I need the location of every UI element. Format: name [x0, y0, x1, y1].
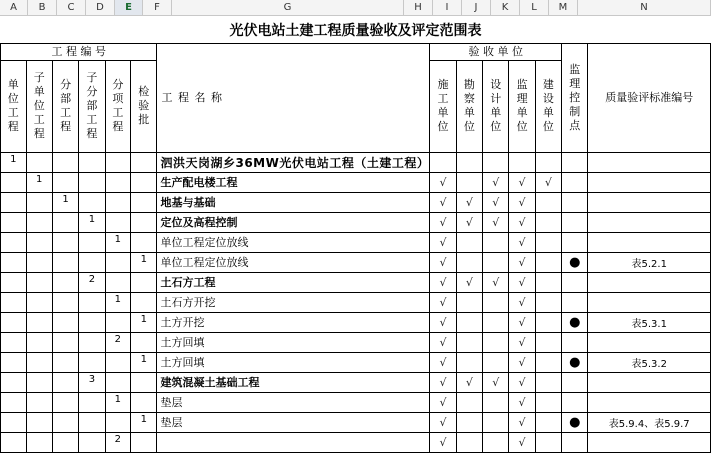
control-point-cell[interactable]: ● [562, 252, 588, 272]
cell-a[interactable] [1, 352, 27, 372]
cell-a[interactable] [1, 412, 27, 432]
project-name-cell[interactable]: 定位及高程控制 [157, 212, 430, 232]
cell-a[interactable] [1, 272, 27, 292]
table-row [1, 192, 711, 212]
cell-e[interactable]: 1 [105, 292, 131, 312]
cell-b[interactable] [26, 412, 52, 432]
cell-d[interactable] [79, 172, 105, 192]
supervision-control-point-header[interactable]: 监理控制点 [562, 43, 588, 152]
check-cell-l[interactable] [535, 292, 561, 312]
project-name-cell[interactable]: 土方开挖 [157, 312, 430, 332]
control-point-cell[interactable] [562, 192, 588, 212]
standard-number-cell[interactable] [588, 432, 711, 452]
check-cell-j[interactable]: √ [483, 272, 509, 292]
control-point-cell[interactable] [562, 232, 588, 252]
cell-d[interactable] [79, 252, 105, 272]
check-cell-j[interactable]: √ [483, 212, 509, 232]
construction-unit-header[interactable]: 施工单位 [430, 60, 456, 152]
cell-a[interactable] [1, 252, 27, 272]
check-cell-i[interactable] [456, 292, 482, 312]
check-cell-l[interactable] [535, 352, 561, 372]
cell-a[interactable] [1, 332, 27, 352]
cell-e[interactable]: 1 [105, 232, 131, 252]
cell-e[interactable] [105, 412, 131, 432]
cell-a[interactable] [1, 292, 27, 312]
table-row [1, 152, 711, 172]
cell-e[interactable]: 2 [105, 332, 131, 352]
table-row [1, 392, 711, 412]
control-point-cell[interactable]: ● [562, 352, 588, 372]
check-cell-k[interactable]: √ [509, 432, 535, 452]
project-name-cell[interactable] [157, 432, 430, 452]
column-header-g[interactable]: G [172, 0, 404, 16]
cell-b[interactable]: 1 [26, 172, 52, 192]
column-header-j[interactable]: J [462, 0, 491, 16]
check-cell-l[interactable] [535, 372, 561, 392]
cell-b[interactable] [26, 232, 52, 252]
standard-number-cell[interactable]: 表5.9.4、表5.9.7 [588, 412, 711, 432]
check-cell-i[interactable] [456, 432, 482, 452]
check-cell-j[interactable] [483, 152, 509, 172]
cell-b[interactable] [26, 332, 52, 352]
check-cell-i[interactable]: √ [456, 272, 482, 292]
check-cell-l[interactable] [535, 192, 561, 212]
check-cell-h[interactable]: √ [430, 372, 456, 392]
cell-a[interactable] [1, 212, 27, 232]
standard-number-cell[interactable] [588, 172, 711, 192]
control-point-cell[interactable] [562, 372, 588, 392]
cell-c[interactable] [52, 152, 78, 172]
column-header-i[interactable]: I [433, 0, 462, 16]
standard-number-cell[interactable] [588, 192, 711, 212]
cell-e[interactable] [105, 312, 131, 332]
cell-c[interactable] [52, 252, 78, 272]
cell-c[interactable] [52, 232, 78, 252]
cell-f[interactable] [131, 152, 157, 172]
cell-f[interactable] [131, 272, 157, 292]
check-cell-k[interactable]: √ [509, 412, 535, 432]
check-cell-k[interactable]: √ [509, 232, 535, 252]
check-cell-h[interactable]: √ [430, 432, 456, 452]
cell-b[interactable] [26, 312, 52, 332]
cell-a[interactable] [1, 232, 27, 252]
project-name-cell[interactable]: 单位工程定位放线 [157, 232, 430, 252]
column-header-k[interactable]: K [491, 0, 520, 16]
column-header-m[interactable]: M [549, 0, 578, 16]
table-row [1, 412, 711, 432]
check-cell-h[interactable]: √ [430, 332, 456, 352]
cell-a[interactable] [1, 432, 27, 452]
cell-f[interactable] [131, 192, 157, 212]
cell-c[interactable] [52, 352, 78, 372]
cell-e[interactable] [105, 252, 131, 272]
check-cell-h[interactable]: √ [430, 412, 456, 432]
check-cell-l[interactable] [535, 312, 561, 332]
check-cell-h[interactable]: √ [430, 172, 456, 192]
control-point-cell[interactable] [562, 292, 588, 312]
cell-c[interactable] [52, 372, 78, 392]
check-cell-k[interactable]: √ [509, 192, 535, 212]
check-cell-j[interactable]: √ [483, 172, 509, 192]
project-name-cell[interactable]: 泗洪天岗湖乡36MW光伏电站工程（土建工程） [157, 152, 430, 172]
cell-f[interactable] [131, 212, 157, 232]
column-header-c[interactable]: C [57, 0, 86, 16]
check-cell-k[interactable]: √ [509, 172, 535, 192]
cell-c[interactable] [52, 312, 78, 332]
cell-d[interactable] [79, 312, 105, 332]
check-cell-j[interactable]: √ [483, 192, 509, 212]
cell-c[interactable] [52, 272, 78, 292]
cell-f[interactable] [131, 392, 157, 412]
column-header-n[interactable]: N [578, 0, 711, 16]
cell-a[interactable] [1, 392, 27, 412]
check-cell-h[interactable]: √ [430, 292, 456, 312]
check-cell-h[interactable]: √ [430, 252, 456, 272]
survey-unit-header[interactable]: 勘察单位 [456, 60, 482, 152]
cell-a[interactable] [1, 172, 27, 192]
cell-e[interactable] [105, 192, 131, 212]
check-cell-k[interactable]: √ [509, 312, 535, 332]
acceptance-unit-header[interactable]: 验 收 单 位 [430, 43, 562, 60]
sheet-title[interactable]: 光伏电站土建工程质量验收及评定范围表 [1, 17, 711, 43]
sub-unit-project-header[interactable]: 子单位工程 [26, 60, 52, 152]
check-cell-j[interactable] [483, 392, 509, 412]
cell-c[interactable] [52, 292, 78, 312]
column-header-e[interactable]: E [115, 0, 143, 16]
check-cell-i[interactable]: √ [456, 372, 482, 392]
cell-d[interactable] [79, 432, 105, 452]
check-cell-l[interactable] [535, 152, 561, 172]
itemized-project-header[interactable]: 分项工程 [105, 60, 131, 152]
check-cell-i[interactable] [456, 172, 482, 192]
check-cell-k[interactable] [509, 152, 535, 172]
check-cell-j[interactable] [483, 232, 509, 252]
check-cell-h[interactable]: √ [430, 352, 456, 372]
project-name-cell[interactable]: 垫层 [157, 412, 430, 432]
check-cell-k[interactable]: √ [509, 272, 535, 292]
cell-a[interactable]: 1 [1, 152, 27, 172]
project-name-cell[interactable]: 生产配电楼工程 [157, 172, 430, 192]
check-cell-i[interactable] [456, 392, 482, 412]
check-cell-l[interactable]: √ [535, 172, 561, 192]
check-cell-i[interactable] [456, 332, 482, 352]
standard-number-cell[interactable] [588, 212, 711, 232]
control-point-cell[interactable] [562, 272, 588, 292]
check-cell-k[interactable]: √ [509, 332, 535, 352]
table-row [1, 272, 711, 292]
table-row [1, 372, 711, 392]
control-point-cell[interactable]: ● [562, 412, 588, 432]
check-cell-l[interactable] [535, 392, 561, 412]
cell-e[interactable]: 1 [105, 392, 131, 412]
check-cell-i[interactable] [456, 252, 482, 272]
control-point-cell[interactable] [562, 212, 588, 232]
column-header-l[interactable]: L [520, 0, 549, 16]
control-point-cell[interactable] [562, 152, 588, 172]
column-header-bar [0, 0, 711, 17]
cell-b[interactable] [26, 212, 52, 232]
column-header-d[interactable]: D [86, 0, 115, 16]
cell-b[interactable] [26, 192, 52, 212]
cell-e[interactable]: 2 [105, 432, 131, 452]
cell-d[interactable] [79, 392, 105, 412]
table-row [1, 232, 711, 252]
sub-division-project-header[interactable]: 子分部工程 [79, 60, 105, 152]
table-row [1, 312, 711, 332]
division-project-header[interactable]: 分部工程 [52, 60, 78, 152]
control-point-cell[interactable] [562, 432, 588, 452]
cell-f[interactable]: 1 [131, 352, 157, 372]
standard-number-cell[interactable] [588, 292, 711, 312]
project-name-cell[interactable]: 土石方工程 [157, 272, 430, 292]
standard-number-cell[interactable] [588, 392, 711, 412]
cell-d[interactable] [79, 412, 105, 432]
control-point-cell[interactable] [562, 392, 588, 412]
cell-f[interactable] [131, 232, 157, 252]
check-cell-h[interactable]: √ [430, 392, 456, 412]
check-cell-h[interactable]: √ [430, 192, 456, 212]
table-row [1, 212, 711, 232]
column-header-h[interactable]: H [404, 0, 433, 16]
table-row [1, 332, 711, 352]
cell-b[interactable] [26, 152, 52, 172]
check-cell-l[interactable] [535, 412, 561, 432]
owner-unit-header[interactable]: 建设单位 [535, 60, 561, 152]
check-cell-k[interactable]: √ [509, 372, 535, 392]
check-cell-i[interactable] [456, 312, 482, 332]
cell-e[interactable] [105, 172, 131, 192]
cell-e[interactable] [105, 272, 131, 292]
standard-number-cell[interactable]: 表5.3.2 [588, 352, 711, 372]
cell-f[interactable]: 1 [131, 312, 157, 332]
cell-f[interactable] [131, 332, 157, 352]
check-cell-l[interactable] [535, 272, 561, 292]
acceptance-table [0, 17, 711, 453]
standard-number-cell[interactable] [588, 332, 711, 352]
check-cell-h[interactable]: √ [430, 212, 456, 232]
table-row [1, 252, 711, 272]
check-cell-j[interactable] [483, 412, 509, 432]
cell-d[interactable] [79, 152, 105, 172]
column-header-f[interactable]: F [143, 0, 172, 16]
cell-c[interactable] [52, 212, 78, 232]
standard-number-cell[interactable] [588, 152, 711, 172]
cell-c[interactable] [52, 332, 78, 352]
check-cell-j[interactable] [483, 252, 509, 272]
standard-number-cell[interactable] [588, 272, 711, 292]
cell-c[interactable] [52, 172, 78, 192]
check-cell-l[interactable] [535, 232, 561, 252]
project-name-cell[interactable]: 单位工程定位放线 [157, 252, 430, 272]
check-cell-h[interactable]: √ [430, 232, 456, 252]
cell-c[interactable] [52, 392, 78, 412]
check-cell-j[interactable]: √ [483, 372, 509, 392]
check-cell-l[interactable] [535, 252, 561, 272]
project-name-cell[interactable]: 垫层 [157, 392, 430, 412]
cell-b[interactable] [26, 252, 52, 272]
check-cell-i[interactable] [456, 412, 482, 432]
check-cell-j[interactable] [483, 312, 509, 332]
table-row [1, 292, 711, 312]
cell-d[interactable] [79, 332, 105, 352]
check-cell-j[interactable] [483, 292, 509, 312]
control-point-cell[interactable] [562, 172, 588, 192]
check-cell-k[interactable]: √ [509, 252, 535, 272]
project-name-header[interactable]: 工 程 名 称 [157, 43, 430, 152]
cell-f[interactable] [131, 172, 157, 192]
cell-a[interactable] [1, 192, 27, 212]
check-cell-i[interactable]: √ [456, 192, 482, 212]
check-cell-l[interactable] [535, 212, 561, 232]
cell-b[interactable] [26, 432, 52, 452]
check-cell-h[interactable]: √ [430, 312, 456, 332]
cell-b[interactable] [26, 272, 52, 292]
table-row [1, 172, 711, 192]
cell-e[interactable] [105, 152, 131, 172]
check-cell-j[interactable] [483, 432, 509, 452]
standard-number-cell[interactable]: 表5.2.1 [588, 252, 711, 272]
cell-a[interactable] [1, 372, 27, 392]
control-point-cell[interactable] [562, 332, 588, 352]
standard-number-cell[interactable] [588, 372, 711, 392]
cell-d[interactable]: 2 [79, 272, 105, 292]
cell-f[interactable] [131, 292, 157, 312]
cell-d[interactable] [79, 352, 105, 372]
supervision-unit-header[interactable]: 监理单位 [509, 60, 535, 152]
check-cell-k[interactable]: √ [509, 392, 535, 412]
check-cell-i[interactable] [456, 152, 482, 172]
standard-number-cell[interactable] [588, 232, 711, 252]
cell-b[interactable] [26, 392, 52, 412]
column-header-a[interactable]: A [0, 0, 28, 16]
check-cell-k[interactable]: √ [509, 212, 535, 232]
project-name-cell[interactable]: 土石方开挖 [157, 292, 430, 312]
cell-d[interactable]: 1 [79, 212, 105, 232]
check-cell-h[interactable] [430, 152, 456, 172]
cell-e[interactable] [105, 212, 131, 232]
table-row [1, 352, 711, 372]
check-cell-j[interactable] [483, 332, 509, 352]
engineering-number-header[interactable]: 工 程 编 号 [1, 43, 157, 60]
project-name-cell[interactable]: 地基与基础 [157, 192, 430, 212]
check-cell-k[interactable]: √ [509, 352, 535, 372]
check-cell-i[interactable] [456, 232, 482, 252]
inspection-batch-header[interactable]: 检验批 [131, 60, 157, 152]
cell-f[interactable] [131, 432, 157, 452]
cell-b[interactable] [26, 372, 52, 392]
check-cell-l[interactable] [535, 332, 561, 352]
cell-a[interactable] [1, 312, 27, 332]
design-unit-header[interactable]: 设计单位 [483, 60, 509, 152]
check-cell-k[interactable]: √ [509, 292, 535, 312]
standard-number-cell[interactable]: 表5.3.1 [588, 312, 711, 332]
project-name-cell[interactable]: 建筑混凝土基础工程 [157, 372, 430, 392]
check-cell-h[interactable]: √ [430, 272, 456, 292]
check-cell-i[interactable]: √ [456, 212, 482, 232]
cell-c[interactable] [52, 432, 78, 452]
cell-f[interactable]: 1 [131, 252, 157, 272]
column-header-b[interactable]: B [28, 0, 57, 16]
project-name-cell[interactable]: 土方回填 [157, 352, 430, 372]
cell-d[interactable] [79, 292, 105, 312]
unit-project-header[interactable]: 单位工程 [1, 60, 27, 152]
check-cell-l[interactable] [535, 432, 561, 452]
cell-d[interactable] [79, 232, 105, 252]
cell-e[interactable] [105, 352, 131, 372]
check-cell-i[interactable] [456, 352, 482, 372]
cell-d[interactable] [79, 192, 105, 212]
project-name-cell[interactable]: 土方回填 [157, 332, 430, 352]
cell-b[interactable] [26, 292, 52, 312]
cell-f[interactable] [131, 372, 157, 392]
cell-e[interactable] [105, 372, 131, 392]
cell-d[interactable]: 3 [79, 372, 105, 392]
control-point-cell[interactable]: ● [562, 312, 588, 332]
check-cell-j[interactable] [483, 352, 509, 372]
cell-c[interactable]: 1 [52, 192, 78, 212]
cell-b[interactable] [26, 352, 52, 372]
cell-f[interactable]: 1 [131, 412, 157, 432]
table-row [1, 432, 711, 452]
quality-standard-header[interactable]: 质量验评标准编号 [588, 43, 711, 152]
cell-c[interactable] [52, 412, 78, 432]
